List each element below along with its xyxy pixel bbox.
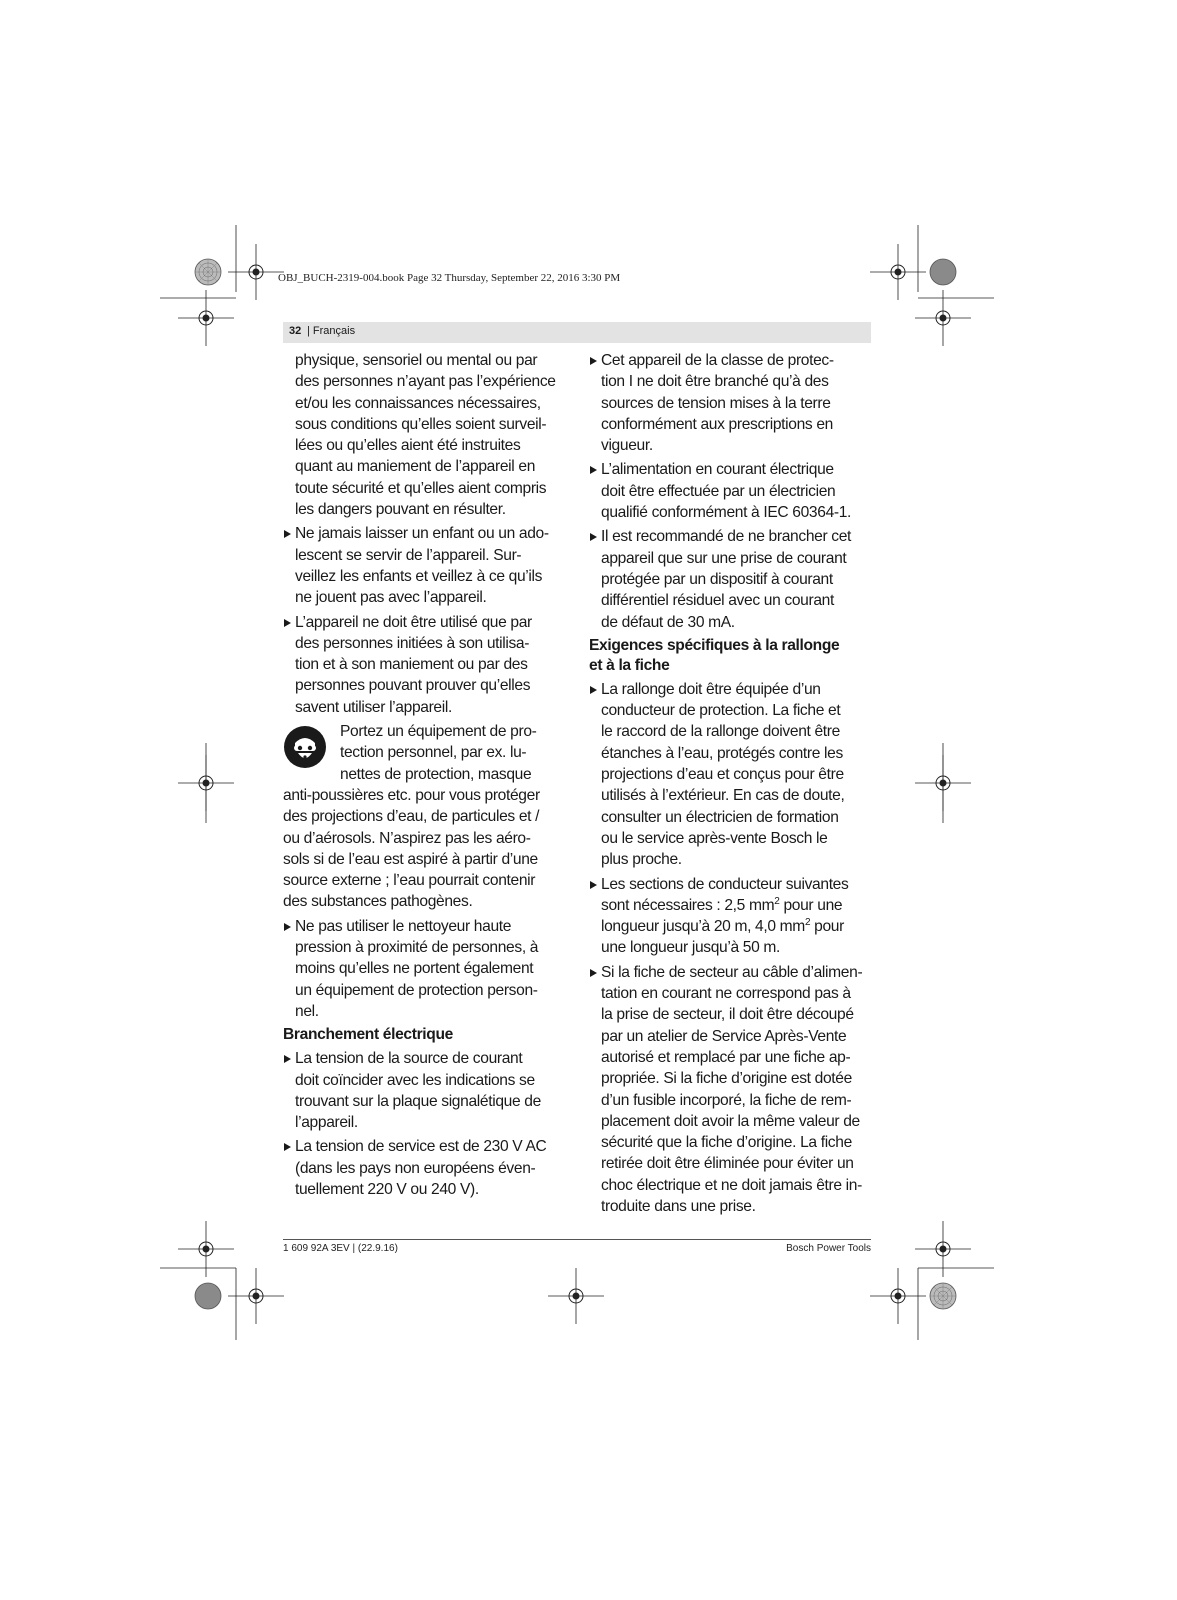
page-number: 32 [289, 325, 302, 337]
ppe-full-text [283, 785, 575, 913]
text-line: qualifié conformément à IEC 60364-1. [601, 504, 852, 522]
bullet-item [283, 612, 575, 718]
text-line: autorisé et remplacé par une fiche ap- [601, 1048, 851, 1066]
text-line: ou le service après-vente Bosch le [601, 829, 828, 847]
footer-rule [283, 1239, 871, 1240]
text-line: Il est recommandé de ne brancher cet [601, 528, 852, 546]
section-heading-electrical: Branchement électrique [283, 1026, 453, 1044]
text-line: Si la fiche de secteur au câble d’alimen- [601, 963, 863, 981]
text-line: lescent se servir de l’appareil. Sur- [295, 546, 522, 564]
text-line: Portez un équipement de pro- [340, 723, 537, 741]
bullet-item [589, 679, 881, 871]
triangle-bullet-icon [284, 1055, 291, 1063]
text-line: quant au maniement de l’appareil en [295, 458, 536, 476]
text-line: sous conditions qu’elles soient surveil- [295, 415, 547, 433]
triangle-bullet-icon [284, 530, 291, 538]
ppe-notice [283, 721, 575, 913]
text-line: tation en courant ne correspond pas à [601, 985, 851, 1003]
text-line: sols si de l’eau est aspiré à partir d’une [283, 850, 538, 868]
text-line: tection personnel, par ex. lu- [340, 744, 527, 762]
bullet-item [283, 1048, 575, 1133]
bullet-item [589, 459, 881, 523]
text-line: et/ou les connaissances nécessaires, [295, 394, 541, 412]
text-line: Ne pas utiliser le nettoyeur haute [295, 917, 512, 935]
header-separator: | [307, 325, 310, 337]
text-line [601, 916, 881, 937]
protective-equipment-icon [283, 725, 327, 769]
text-line: propriée. Si la fiche d’origine est dotée [601, 1070, 852, 1088]
left-column [283, 350, 575, 1203]
language-label: Français [312, 325, 356, 337]
text-line: lées ou qu’elles aient été instruites [295, 437, 521, 455]
bullet-text [295, 916, 575, 1022]
triangle-bullet-icon [284, 619, 291, 627]
text-line: plus proche. [601, 851, 682, 869]
text-line: retirée doit être éliminée pour éviter un [601, 1155, 854, 1173]
bullet-text [295, 523, 575, 608]
superscript: 2 [774, 895, 780, 907]
bullet-text [601, 679, 881, 871]
text-line: veillez les enfants et veillez à ce qu’ils [295, 567, 543, 585]
superscript: 2 [804, 916, 811, 928]
page-header [283, 322, 871, 343]
text-line: appareil que sur une prise de courant [601, 549, 847, 567]
text-line: projections d’eau et conçus pour être [601, 766, 844, 784]
bullet-text [601, 526, 881, 632]
text-line: personnes pouvant prouver qu’elles [295, 677, 531, 695]
intro-paragraph [283, 350, 575, 520]
text-line: conformément aux prescriptions en [601, 415, 834, 433]
text-line: Cet appareil de la classe de protec- [601, 352, 834, 369]
text-fragment: sont nécessaires : 2,5 mm [601, 896, 775, 914]
triangle-bullet-icon [284, 1143, 291, 1151]
text-line: de défaut de 30 mA. [601, 613, 735, 631]
text-line: toute sécurité et qu’elles aient compris [295, 479, 547, 497]
text-line: l’appareil. [295, 1114, 358, 1132]
header-language [307, 325, 355, 337]
text-line: L’appareil ne doit être utilisé que par [295, 613, 532, 631]
text-line: étanches à l’eau, protégés contre les [601, 744, 843, 762]
text-line: différentiel résiduel avec un courant [601, 592, 834, 610]
triangle-bullet-icon [590, 533, 597, 541]
bullet-item [283, 1136, 575, 1200]
bullet-item [589, 526, 881, 632]
text-fragment: pour une [779, 896, 843, 914]
bullet-item [589, 962, 881, 1218]
text-line: par un atelier de Service Après-Vente [601, 1027, 847, 1045]
text-line: consulter un électricien de formation [601, 808, 839, 826]
text-fragment: pour [810, 918, 844, 936]
bullet-text [295, 1136, 575, 1200]
text-line: un équipement de protection person- [295, 981, 538, 999]
footer-doc-code: 1 609 92A 3EV | (22.9.16) [283, 1243, 398, 1254]
text-line: placement doit avoir la même valeur de [601, 1112, 860, 1130]
text-line: ne jouent pas avec l’appareil. [295, 589, 487, 607]
text-line: tion et à son maniement ou par des [295, 656, 528, 674]
bullet-item [283, 523, 575, 608]
text-line: anti-poussières etc. pour vous protéger [283, 786, 540, 804]
text-fragment: longueur jusqu’à 20 m, 4,0 mm [601, 918, 805, 936]
text-line: tion I ne doit être branché qu’à des [601, 373, 829, 391]
text-line: conducteur de protection. La fiche et [601, 702, 841, 720]
text-line: Les sections de conducteur suivantes [601, 875, 849, 893]
bullet-item [283, 916, 575, 1022]
text-line: trouvant sur la plaque signalétique de [295, 1092, 541, 1110]
text-line: sécurité que la fiche d’origine. La fiche [601, 1134, 852, 1152]
bullet-item [589, 350, 881, 456]
text-line: La rallonge doit être équipée d’un [601, 680, 821, 698]
text-line: source externe ; l’eau pourrait contenir [283, 872, 536, 890]
text-line: choc électrique et ne doit jamais être in- [601, 1176, 862, 1194]
text-line: des projections d’eau, de particules et / [283, 808, 540, 826]
text-line: nettes de protection, masque [340, 765, 532, 783]
triangle-bullet-icon [284, 923, 291, 931]
section-heading-extension [589, 636, 881, 676]
footer-brand: Bosch Power Tools [786, 1243, 871, 1254]
text-line: moins qu’elles ne portent également [295, 960, 534, 978]
text-line: tuellement 220 V ou 240 V). [295, 1180, 479, 1198]
text-line: des personnes n’ayant pas l’expérience [295, 373, 556, 391]
bullet-text [601, 459, 881, 523]
text-line: ou d’aérosols. N’aspirez pas les aéro- [283, 829, 531, 847]
text-line: des substances pathogènes. [283, 893, 473, 911]
text-line [601, 895, 881, 916]
text-line: La tension de la source de courant [295, 1050, 523, 1068]
text-line: La tension de service est de 230 V AC [295, 1138, 547, 1156]
print-info: OBJ_BUCH-2319-004.book Page 32 Thursday, September 22, 2016 3:30 PM [278, 272, 621, 284]
triangle-bullet-icon [590, 466, 597, 474]
right-column [589, 350, 881, 1220]
bullet-text [601, 962, 881, 1218]
text-line: savent utiliser l’appareil. [295, 698, 452, 716]
text-line: d’un fusible incorporé, la fiche de rem- [601, 1091, 852, 1109]
text-line: pression à proximité de personnes, à [295, 939, 539, 957]
triangle-bullet-icon [590, 969, 597, 977]
text-line: doit être effectuée par un électricien [601, 482, 836, 500]
text-line: physique, sensoriel ou mental ou par [295, 352, 538, 369]
heading-line: et à la fiche [589, 656, 670, 674]
text-line: les dangers pouvant en résulter. [295, 501, 506, 519]
heading-line: Exigences spécifiques à la rallonge [589, 636, 840, 654]
bullet-text [601, 350, 881, 456]
text-line: des personnes initiées à son utilisa- [295, 634, 530, 652]
text-line: troduite dans une prise. [601, 1197, 756, 1215]
text-line: sources de tension mises à la terre [601, 394, 831, 412]
triangle-bullet-icon [590, 357, 597, 365]
bullet-item [589, 874, 881, 959]
text-line: une longueur jusqu’à 50 m. [601, 939, 781, 957]
triangle-bullet-icon [590, 881, 597, 889]
bullet-text [295, 1048, 575, 1133]
text-line: Ne jamais laisser un enfant ou un ado- [295, 525, 549, 543]
text-line: vigueur. [601, 437, 653, 455]
triangle-bullet-icon [590, 686, 597, 694]
bullet-text [601, 874, 881, 959]
bullet-text [295, 612, 575, 718]
text-line: L’alimentation en courant électrique [601, 461, 834, 479]
text-line: protégée par un dispositif à courant [601, 570, 833, 588]
text-line: nel. [295, 1002, 319, 1020]
text-line: utilisés à l’extérieur. En cas de doute, [601, 787, 845, 805]
text-line: (dans les pays non européens éven- [295, 1159, 536, 1177]
text-line: le raccord de la rallonge doivent être [601, 723, 840, 741]
text-line: la prise de secteur, il doit être découpé [601, 1006, 854, 1024]
text-line: doit coïncider avec les indications se [295, 1071, 535, 1089]
